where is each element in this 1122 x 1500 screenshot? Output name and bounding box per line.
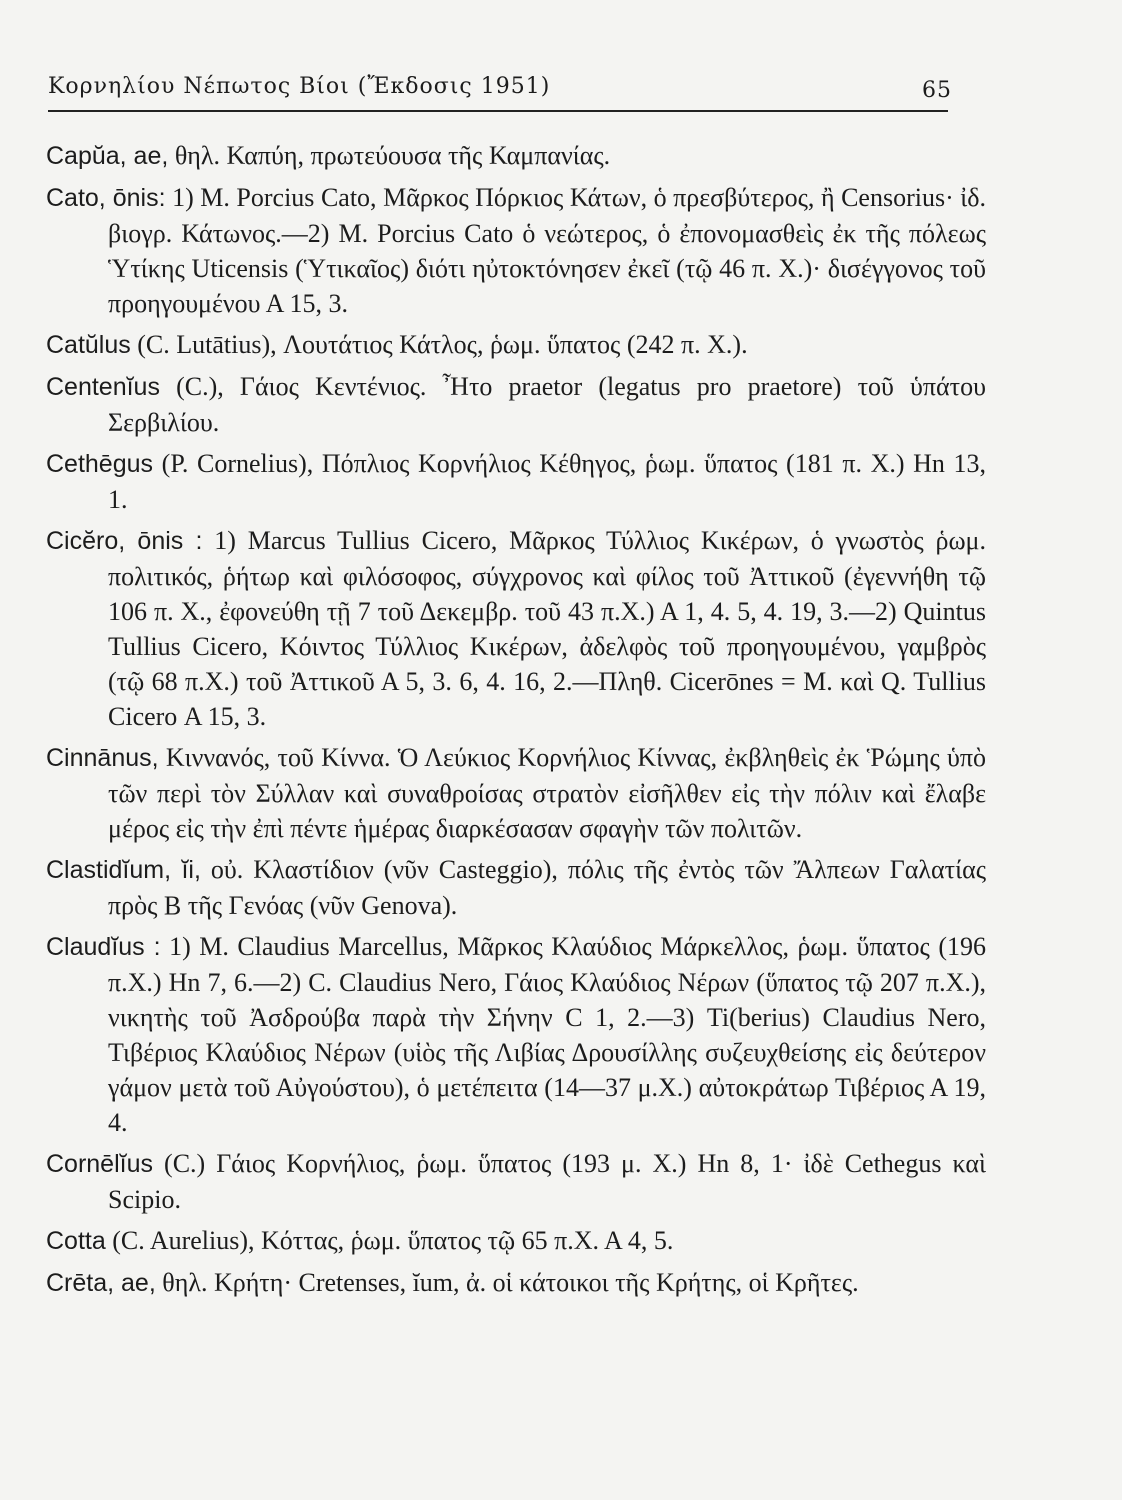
page-number: 65 <box>922 78 952 103</box>
entry-text: οὐ. Κλαστίδιον (νῦν Casteggio), πόλις τῆς ἐντὸς τῶν Ἄλπεων Γαλατίας πρὸς Β τῆς Γενόας (νῦν Genova). <box>108 855 986 920</box>
entry-lemma: Capŭa, ae, <box>46 142 169 170</box>
glossary-entry <box>46 327 986 363</box>
entry-lemma: Catŭlus <box>46 331 131 359</box>
entry-text: θηλ. Κρήτη· Cretenses, ĭum, ἀ. οἱ κάτοικοι τῆς Κρήτης, οἱ Κρῆτες. <box>162 1268 859 1297</box>
entry-lemma: Centenĭus <box>46 373 160 401</box>
glossary-entry <box>46 180 986 321</box>
header-title: Κορνηλίου Νέπωτος Βίοι (Ἔκδοσις 1951) <box>48 74 551 99</box>
entry-lemma: Clastidĭum, ĭi, <box>46 856 201 884</box>
entry-text: (C.) Γάιος Κορνήλιος, ῥωμ. ὕπατος (193 μ. Χ.) Ηn 8, 1· ἰδὲ Cethegus καὶ Scipio. <box>108 1149 986 1214</box>
glossary-entries <box>46 138 986 1307</box>
entry-text: (C. Lutātius), Λουτάτιος Κάτλος, ῥωμ. ὕπατος (242 π. Χ.). <box>137 330 748 359</box>
entry-lemma: Claudĭus : <box>46 933 161 961</box>
glossary-entry <box>46 369 986 440</box>
entry-text: 1) M. Claudius Marcellus, Μᾶρκος Κλαύδιος Μάρκελλος, ῥωμ. ὕπατος (196 π.Χ.) Ηn 7, 6.—2) C. Claudius Nero, Γάιος Κλαύδιος Νέρων (ὕπατος τῷ 207 π.Χ.), νικητὴς τοῦ Ἀσδρούβα παρὰ τὴν Σήνην C 1, 2.—3) Ti(berius) Claudius Nero, Τιβέριος Κλαύδιος Νέρων (υἱὸς τῆς Λιβίας Δρουσίλλης συζευχθείσης εἰς δεύτερον γάμον μετὰ τοῦ Αὐγούστου), ὁ μετέπειτα (14—37 μ.Χ.) αὐτοκράτωρ Τιβέριος Α 19, 4. <box>108 932 986 1137</box>
entry-lemma: Cato, ōnis: <box>46 184 166 212</box>
glossary-entry <box>46 446 986 517</box>
glossary-entry <box>46 1146 986 1217</box>
running-header <box>48 70 952 112</box>
entry-lemma: Cinnānus, <box>46 744 159 772</box>
entry-text: Κιννανός, τοῦ Κίννα. Ὁ Λεύκιος Κορνήλιος Κίννας, ἐκβληθεὶς ἐκ Ῥώμης ὑπὸ τῶν περὶ τὸν Σύλλαν καὶ συναθροίσας στρατὸν εἰσῆλθεν εἰς τὴν πόλιν καὶ ἔλαβε μέρος εἰς τὴν ἐπὶ πέντε ἡμέρας διαρκέσασαν σφαγὴν τῶν πολιτῶν. <box>108 743 987 843</box>
glossary-entry <box>46 523 986 734</box>
glossary-entry <box>46 852 986 923</box>
entry-text: θηλ. Καπύη, πρωτεύουσα τῆς Καμπανίας. <box>174 141 611 170</box>
glossary-entry <box>46 740 986 846</box>
entry-text: (C.), Γάιος Κεντένιος. Ἦτο praetor (legatus pro praetore) τοῦ ὑπάτου Σερβιλίου. <box>108 372 986 437</box>
entry-text: 1) M. Porcius Cato, Μᾶρκος Πόρκιος Κάτων, ὁ πρεσβύτερος, ἢ Censorius· ἰδ. βιογρ. Κάτωνος.—2) M. Porcius Cato ὁ νεώτερος, ὁ ἐπονομασθεὶς ἐκ τῆς πόλεως Ὑτίκης Uticensis (Ὑτικαῖος) διότι ηὐτοκτόνησεν ἐκεῖ (τῷ 46 π. Χ.)· δισέγγονος τοῦ προηγουμένου Α 15, 3. <box>108 183 987 318</box>
entry-text: 1) Marcus Tullius Cicero, Μᾶρκος Τύλλιος Κικέρων, ὁ γνωστὸς ῥωμ. πολιτικός, ῥήτωρ καὶ φιλόσοφος, σύγχρονος καὶ φίλος τοῦ Ἀττικοῦ (ἐγεννήθη τῷ 106 π. Χ., ἐφονεύθη τῇ 7 τοῦ Δεκεμβρ. τοῦ 43 π.Χ.) Α 1, 4. 5, 4. 19, 3.—2) Quintus Tullius Cicero, Κόιντος Τύλλιος Κικέρων, ἀδελφὸς τοῦ προηγουμένου, γαμβρὸς (τῷ 68 π.Χ.) τοῦ Ἀττικοῦ Α 5, 3. 6, 4. 16, 2.—Πληθ. Cicerōnes = M. καὶ Q. Tullius Cicero Α 15, 3. <box>108 526 986 731</box>
glossary-entry <box>46 1265 986 1301</box>
glossary-entry <box>46 138 986 174</box>
entry-lemma: Cicĕro, ōnis : <box>46 527 203 555</box>
entry-lemma: Cethēgus <box>46 450 154 478</box>
entry-lemma: Cotta <box>46 1227 106 1255</box>
entry-lemma: Crēta, ae, <box>46 1269 156 1297</box>
glossary-entry <box>46 1223 986 1259</box>
glossary-entry <box>46 929 986 1140</box>
entry-lemma: Cornēlĭus <box>46 1150 153 1178</box>
entry-text: (P. Cornelius), Πόπλιος Κορνήλιος Κέθηγος, ῥωμ. ὕπατος (181 π. Χ.) Ηn 13, 1. <box>108 449 987 514</box>
entry-text: (C. Aurelius), Κόττας, ῥωμ. ὕπατος τῷ 65 π.Χ. Α 4, 5. <box>112 1226 674 1255</box>
